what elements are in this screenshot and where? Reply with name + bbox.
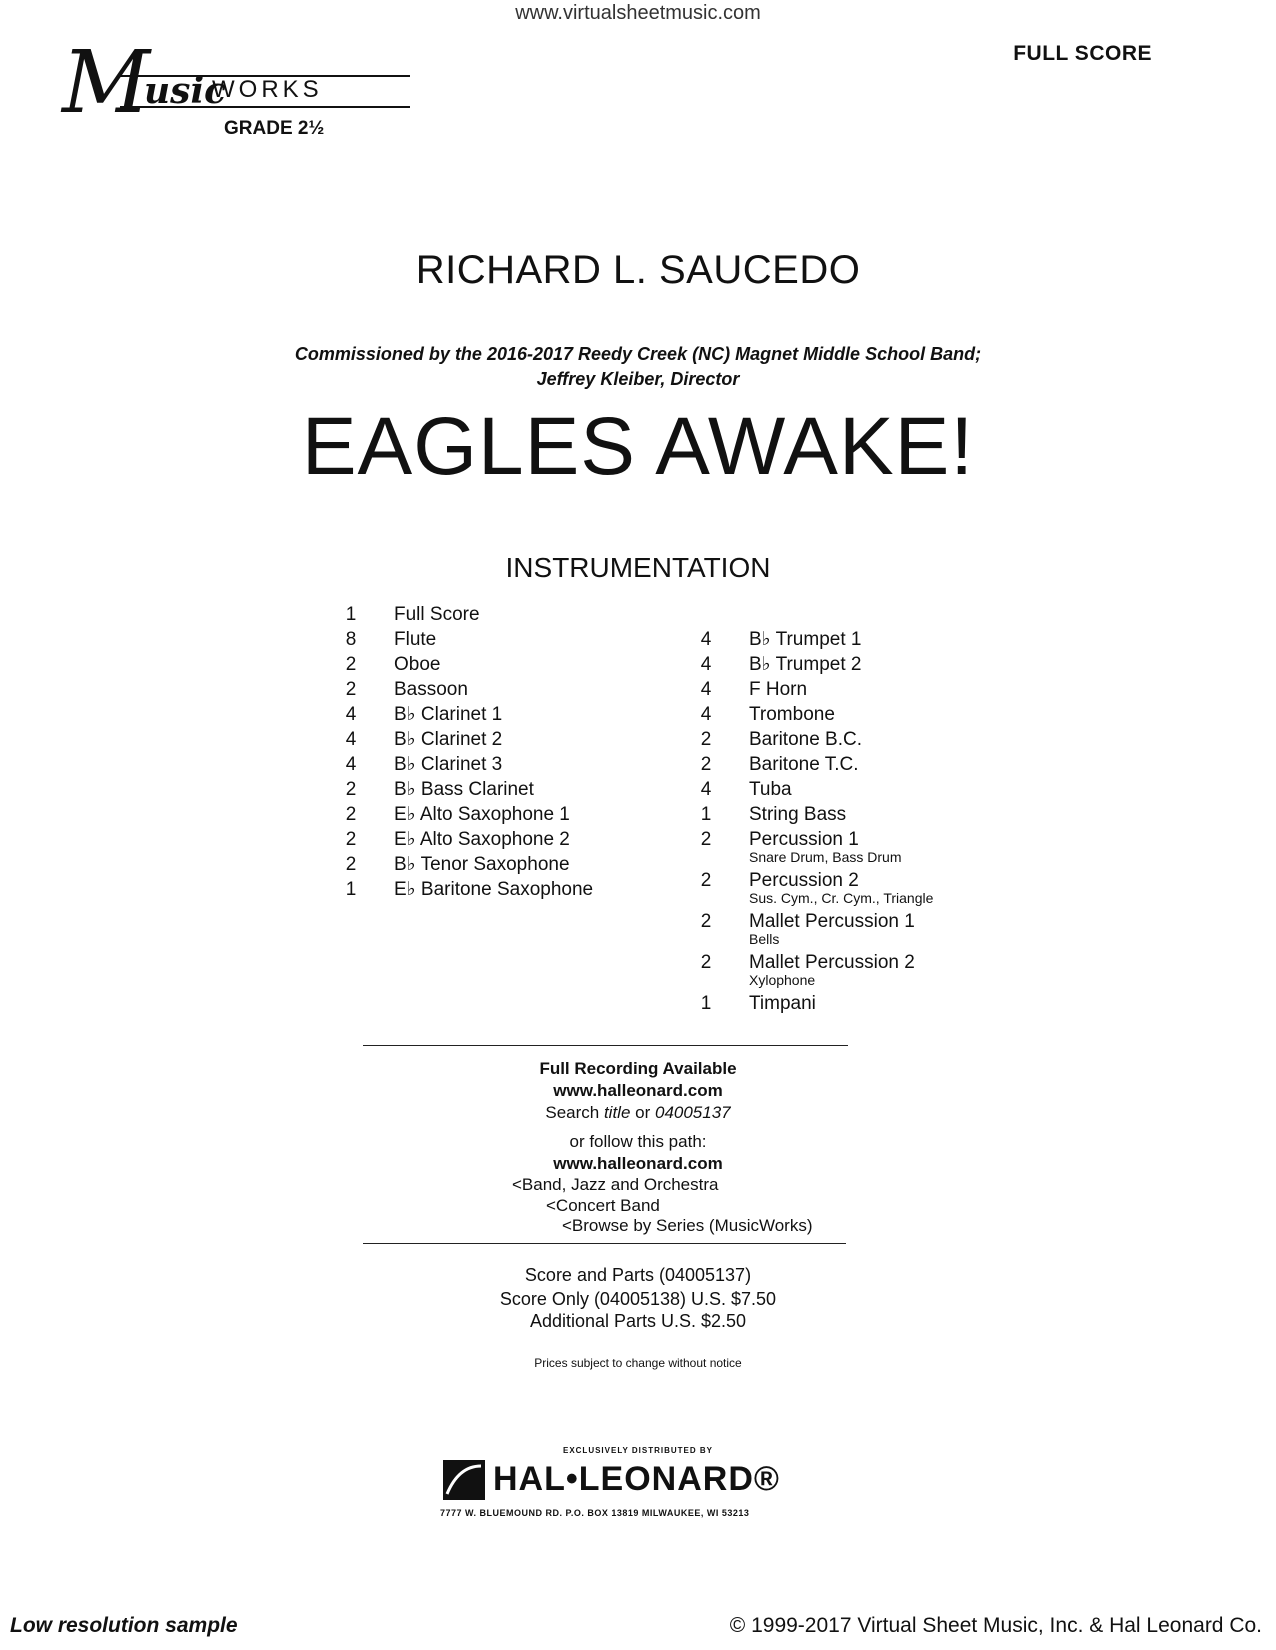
piece-title: EAGLES AWAKE! — [301, 401, 975, 492]
recording-site: www.halleonard.com — [553, 1081, 723, 1100]
recording-heading: Full Recording Available — [539, 1059, 737, 1078]
instrument-name: Tuba — [749, 779, 792, 800]
instrument-quantity: 2 — [345, 854, 357, 875]
instrument-name: Baritone B.C. — [749, 729, 862, 750]
instrument-quantity: 2 — [345, 679, 357, 700]
instrument-quantity: 1 — [345, 604, 357, 625]
instrument-quantity: 4 — [345, 704, 357, 725]
follow-path-label: or follow this path: — [569, 1132, 707, 1151]
search-title-word: title — [603, 1103, 631, 1122]
instrument-name: B♭ Clarinet 1 — [394, 704, 503, 725]
instrument-quantity: 4 — [700, 654, 712, 675]
score-type-label: FULL SCORE — [1013, 42, 1152, 65]
instrument-subtitle: Bells — [749, 931, 780, 947]
hal-leonard-name: HAL•LEONARD® — [493, 1460, 780, 1498]
instrument-name: Trombone — [749, 704, 835, 725]
recording-site-2: www.halleonard.com — [553, 1154, 723, 1173]
instrument-name: Flute — [394, 629, 437, 650]
instrument-name: Oboe — [394, 654, 441, 675]
instrument-quantity: 2 — [345, 654, 357, 675]
path-step-2: <Concert Band — [546, 1196, 660, 1215]
instrument-name: Full Score — [394, 604, 480, 625]
instrument-name: E♭ Alto Saxophone 2 — [394, 829, 570, 850]
instrument-name: Bassoon — [394, 679, 468, 700]
instrument-quantity: 2 — [700, 754, 712, 775]
hal-leonard-mark-icon — [443, 1460, 485, 1500]
instrument-subtitle: Snare Drum, Bass Drum — [749, 849, 902, 865]
price-line-1: Score and Parts (04005137) — [524, 1265, 752, 1285]
instrument-quantity: 4 — [700, 629, 712, 650]
price-line-2: Score Only (04005138) U.S. $7.50 — [499, 1289, 777, 1309]
instrument-quantity: 2 — [700, 729, 712, 750]
instrument-name: B♭ Trumpet 2 — [749, 654, 862, 675]
grade-label: GRADE 2½ — [224, 118, 325, 139]
instrument-quantity: 4 — [700, 779, 712, 800]
instrument-name: Mallet Percussion 1 — [749, 911, 915, 932]
instrument-quantity: 4 — [700, 704, 712, 725]
instrument-name: E♭ Baritone Saxophone — [394, 879, 594, 900]
commission-line-1: Commissioned by the 2016-2017 Reedy Creek (NC) Magnet Middle School Band; — [294, 344, 982, 364]
distributed-by-label: EXCLUSIVELY DISTRIBUTED BY — [562, 1446, 714, 1455]
instrument-quantity: 2 — [345, 779, 357, 800]
hal-leonard-logo — [443, 1460, 833, 1530]
site-url: www.virtualsheetmusic.com — [515, 2, 761, 24]
instrument-name: E♭ Alto Saxophone 1 — [394, 804, 570, 825]
instrument-name: String Bass — [749, 804, 847, 825]
instrument-quantity: 1 — [700, 804, 712, 825]
instrument-name: B♭ Bass Clarinet — [394, 779, 534, 800]
divider-bottom — [363, 1243, 846, 1244]
instrument-name: B♭ Trumpet 1 — [749, 629, 862, 650]
search-mid: or — [630, 1103, 655, 1122]
path-step-1: <Band, Jazz and Orchestra — [512, 1175, 719, 1194]
instrument-name: B♭ Tenor Saxophone — [394, 854, 570, 875]
instrument-name: B♭ Clarinet 3 — [394, 754, 503, 775]
instrument-quantity: 8 — [345, 629, 357, 650]
commission-line-2: Jeffrey Kleiber, Director — [536, 369, 740, 389]
instrument-name: Percussion 2 — [749, 870, 859, 891]
instrument-name: Percussion 1 — [749, 829, 859, 850]
instrument-quantity: 2 — [345, 829, 357, 850]
instrument-quantity: 2 — [700, 870, 712, 891]
copyright-notice: © 1999-2017 Virtual Sheet Music, Inc. & Hal Leonard Co. — [729, 1614, 1262, 1637]
logo-works-glyph: WORKS — [212, 76, 323, 103]
logo-usic-glyph: usic — [144, 70, 227, 112]
instrument-subtitle: Xylophone — [749, 972, 816, 988]
musicworks-logo — [62, 33, 362, 140]
instrument-name: Baritone T.C. — [749, 754, 859, 775]
composer-name: RICHARD L. SAUCEDO — [415, 248, 861, 292]
instrument-quantity: 2 — [700, 829, 712, 850]
recording-search — [0, 1102, 1276, 1124]
price-note: Prices subject to change without notice — [534, 1356, 742, 1370]
instrument-quantity: 2 — [700, 911, 712, 932]
instrument-quantity: 1 — [345, 879, 357, 900]
instrument-name: F Horn — [749, 679, 808, 700]
instrument-subtitle: Sus. Cym., Cr. Cym., Triangle — [749, 890, 934, 906]
instrument-quantity: 4 — [345, 754, 357, 775]
search-code: 04005137 — [654, 1103, 731, 1122]
instrument-name: Mallet Percussion 2 — [749, 952, 915, 973]
instrument-quantity: 4 — [700, 679, 712, 700]
path-step-3: <Browse by Series (MusicWorks) — [562, 1216, 813, 1235]
price-line-3: Additional Parts U.S. $2.50 — [529, 1311, 747, 1331]
divider-top — [363, 1045, 848, 1046]
low-resolution-note: Low resolution sample — [10, 1614, 238, 1637]
instrument-quantity: 2 — [345, 804, 357, 825]
instrument-name: Timpani — [749, 993, 816, 1014]
instrumentation-heading: INSTRUMENTATION — [505, 552, 771, 583]
instrument-quantity: 4 — [345, 729, 357, 750]
instrument-quantity: 1 — [700, 993, 712, 1014]
instrument-quantity: 2 — [700, 952, 712, 973]
publisher-address: 7777 W. BLUEMOUND RD. P.O. BOX 13819 MILWAUKEE, WI 53213 — [440, 1508, 750, 1518]
logo-m-glyph: M — [62, 33, 151, 133]
search-prefix: Search — [545, 1103, 604, 1122]
instrument-name: B♭ Clarinet 2 — [394, 729, 503, 750]
